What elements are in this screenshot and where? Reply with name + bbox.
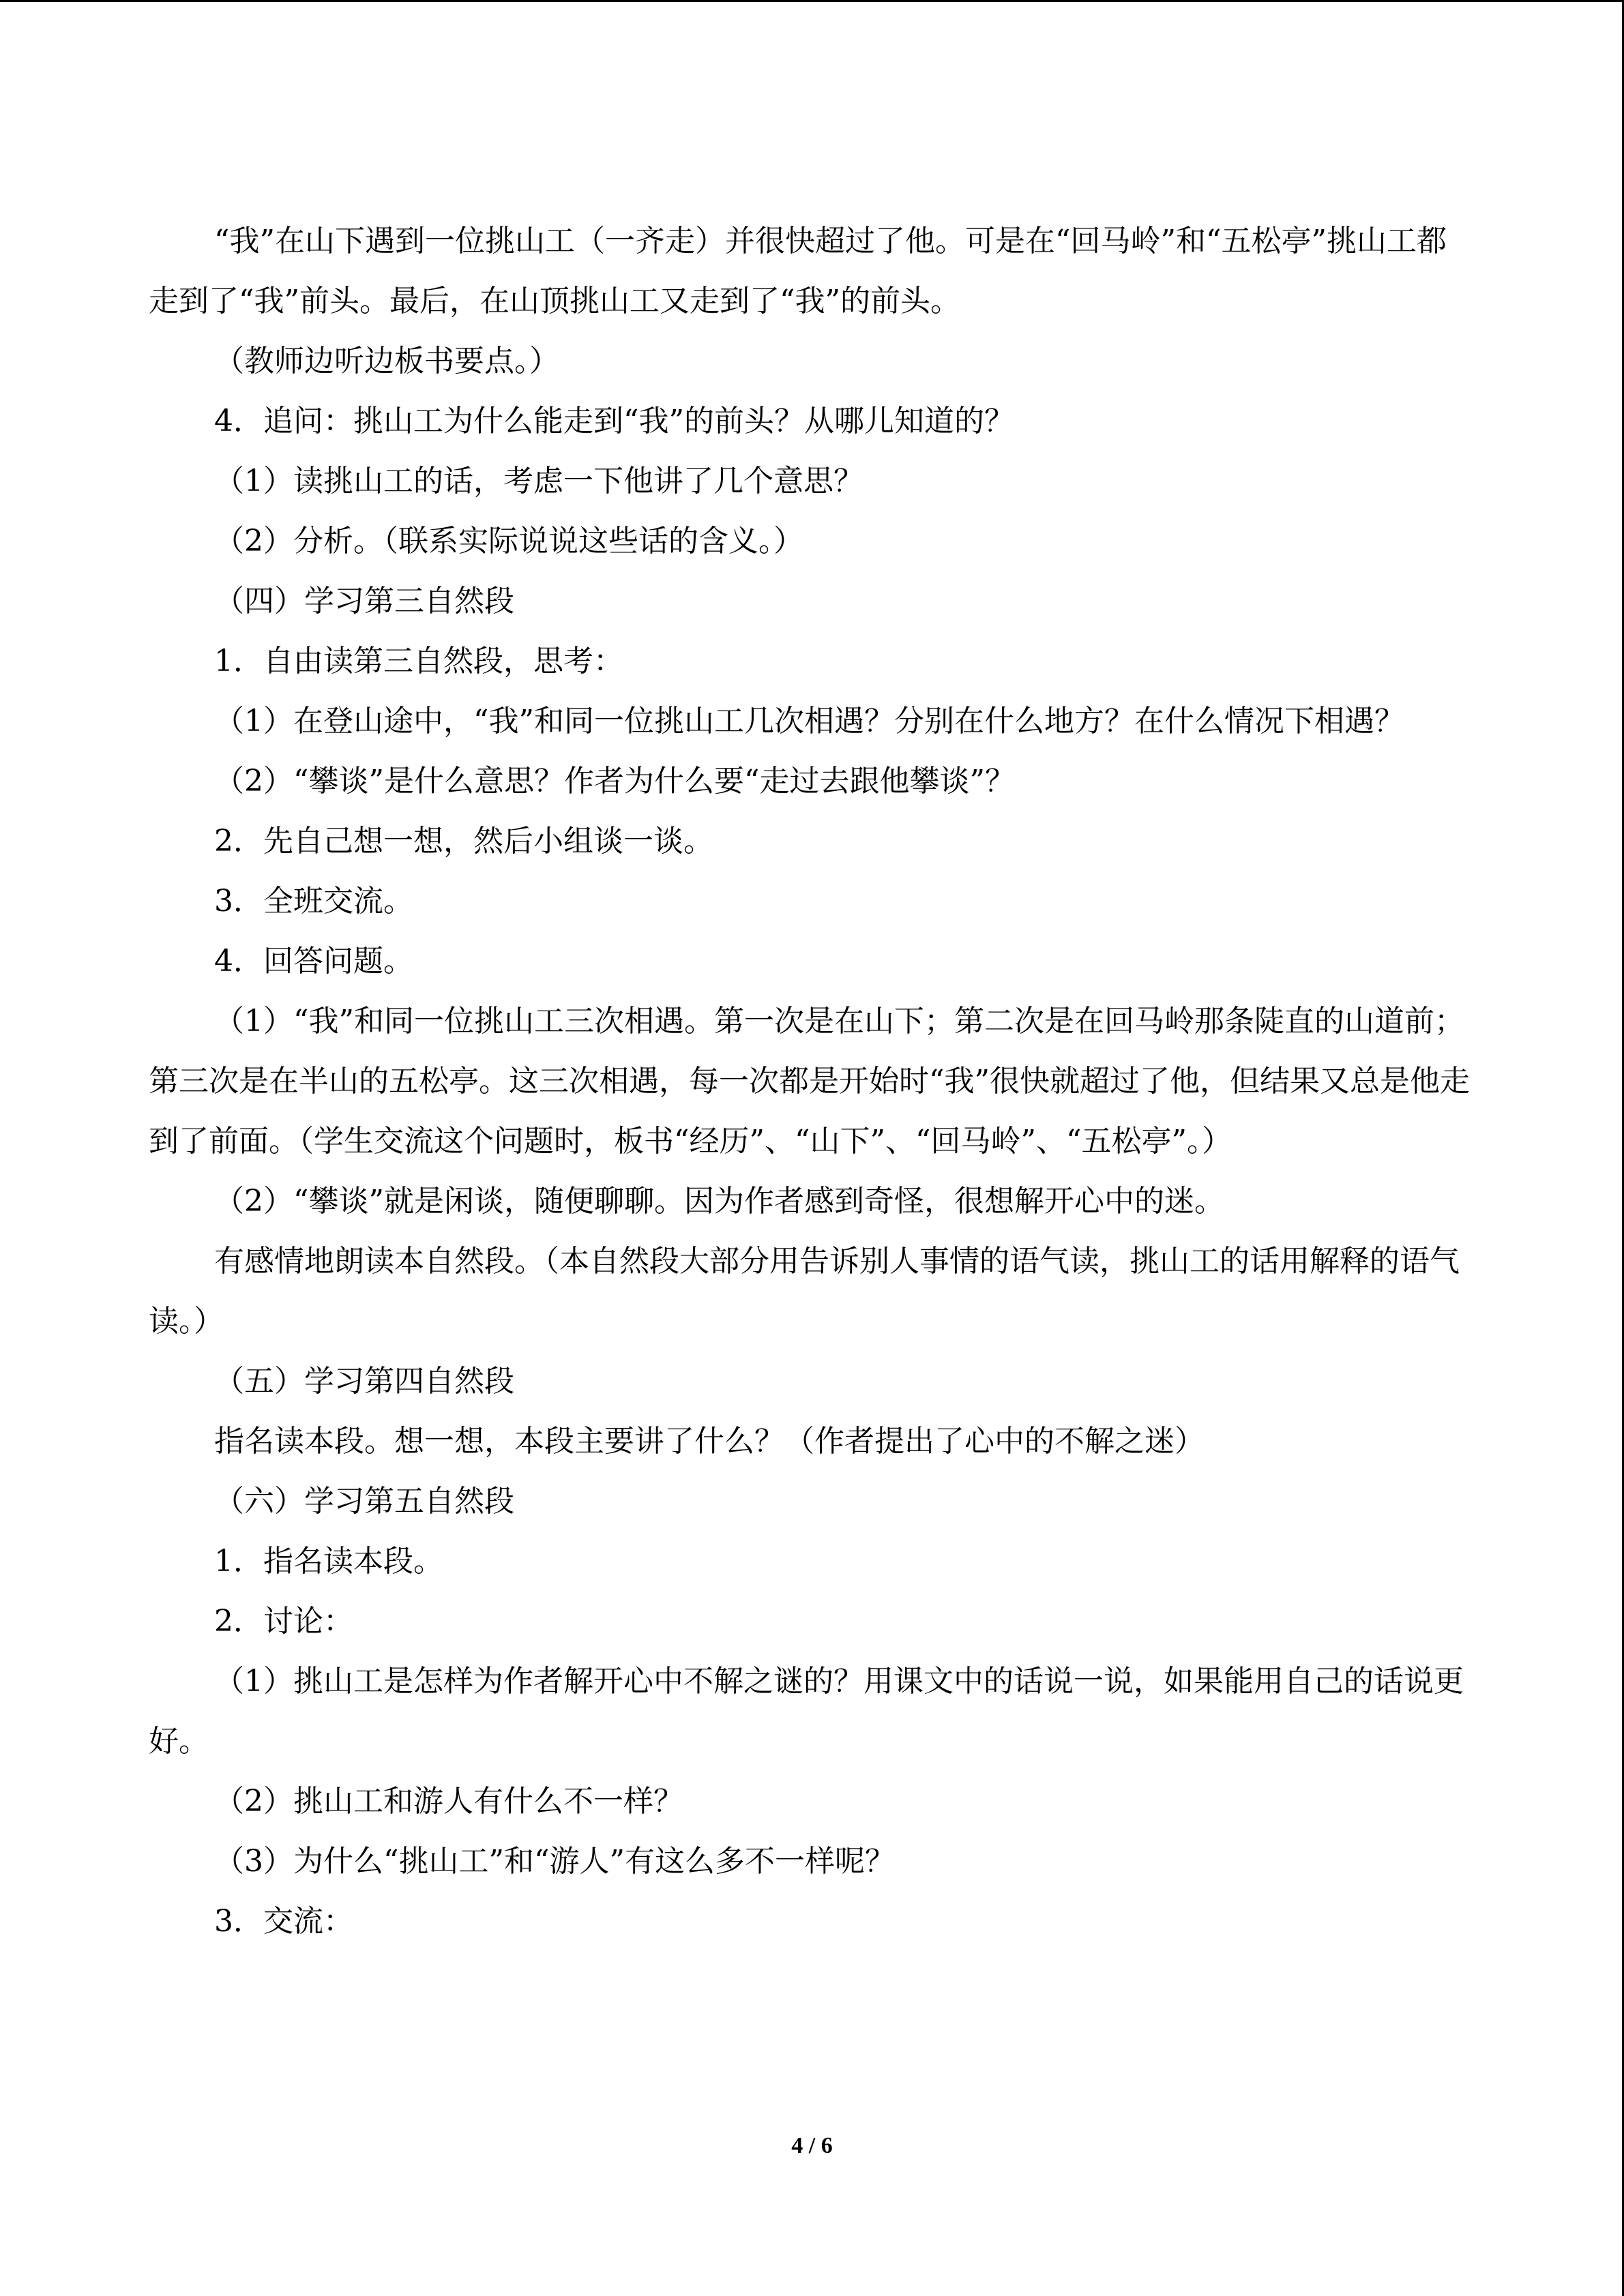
paragraph-11: 3．全班交流。 [214,884,413,919]
paragraph-8: （1）在登山途中，“我”和同一位挑山工几次相遇？分别在什么地方？在什么情况下相遇？ [214,704,1404,739]
paragraph-21: （1）挑山工是怎样为作者解开心中不解之谜的？用课文中的话说一说，如果能用自己的话说更好。 [149,1664,1464,1759]
paragraph-7: 1．自由读第三自然段，思考： [214,644,623,679]
paragraph-1: “我”在山下遇到一位挑山工（一齐走）并很快超过了他。可是在“回马岭”和“五松亭”挑山工都走到了“我”前头。最后，在山顶挑山工又走到了“我”的前头。 [149,224,1447,318]
paragraph-15: 有感情地朗读本自然段。（本自然段大部分用告诉别人事情的语气读，挑山工的话用解释的语气读。） [149,1244,1460,1339]
paragraph-17: 指名读本段。想一想，本段主要讲了什么？（作者提出了心中的不解之迷） [214,1424,1205,1459]
paragraph-4: （1）读挑山工的话，考虑一下他讲了几个意思？ [214,464,863,498]
paragraph-22: （2）挑山工和游人有什么不一样？ [214,1784,683,1819]
paragraph-20: 2．讨论： [214,1604,353,1639]
paragraph-13: （1）“我”和同一位挑山工三次相遇。第一次是在山下；第二次是在回马岭那条陡直的山道前；第三次是在半山的五松亭。这三次相遇，每一次都是开始时“我”很快就超过了他，但结果又总是他走到了前面。（学生交流这个问题时，板书“经历”、“山下”、“回马岭”、“五松亭”。） [149,1004,1470,1159]
page-number: 4 / 6 [791,2133,833,2158]
section-heading-6: （六）学习第五自然段 [214,1484,514,1519]
paragraph-12: 4．回答问题。 [214,944,413,979]
paragraph-2: （教师边听边板书要点。） [214,344,559,378]
paragraph-10: 2．先自己想一想，然后小组谈一谈。 [214,824,713,859]
paragraph-9: （2）“攀谈”是什么意思？作者为什么要“走过去跟他攀谈”？ [214,764,1015,799]
paragraph-23: （3）为什么“挑山工”和“游人”有这么多不一样呢？ [214,1844,895,1879]
section-heading-4: （四）学习第三自然段 [214,584,514,618]
document-body [149,211,1475,1952]
paragraph-19: 1．指名读本段。 [214,1544,443,1579]
paragraph-3: 4．追问：挑山工为什么能走到“我”的前头？从哪儿知道的？ [214,404,1014,438]
paragraph-14: （2）“攀谈”就是闲谈，随便聊聊。因为作者感到奇怪，很想解开心中的迷。 [214,1184,1224,1219]
section-heading-5: （五）学习第四自然段 [214,1364,514,1399]
paragraph-24: 3．交流： [214,1904,353,1939]
paragraph-5: （2）分析。（联系实际说说这些话的含义。） [214,524,803,558]
